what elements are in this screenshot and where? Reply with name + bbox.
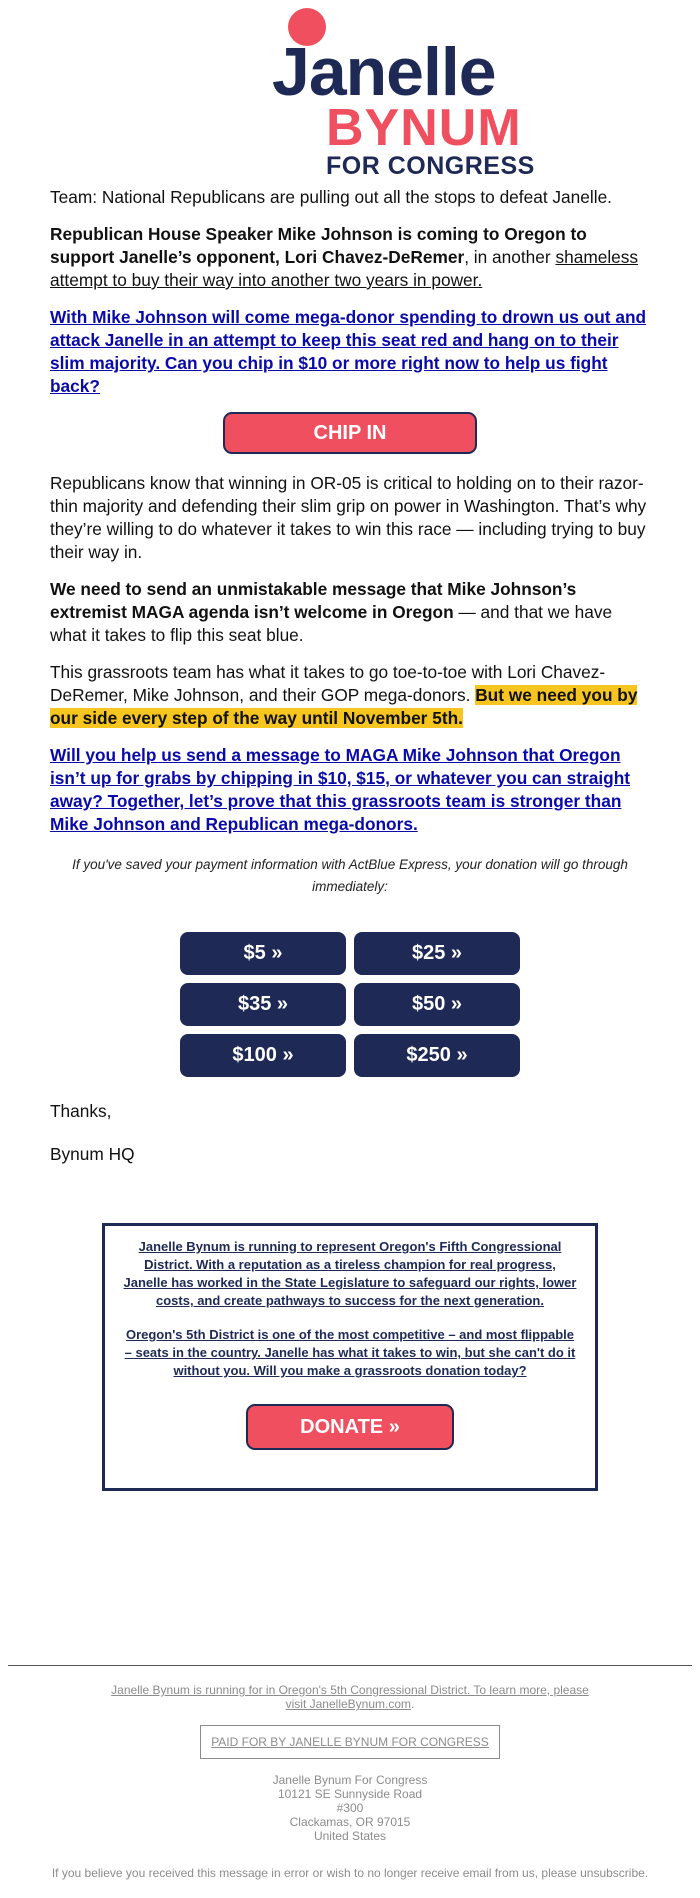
donate-250-button[interactable]: $250 » — [354, 1034, 520, 1077]
donate-25-button[interactable]: $25 » — [354, 932, 520, 975]
donate-button[interactable]: DONATE » — [246, 1404, 454, 1450]
speaker-connector: , in another — [464, 247, 556, 267]
about-paragraph-1[interactable]: Janelle Bynum is running to represent Oregon's Fifth Congressional District. With a reputation as a tireless champion for real progress, Janelle has worked in the State Legislature to safeguard our rights, lower costs, and create pathways to success for the next generation. — [123, 1239, 577, 1308]
chip-in-button[interactable]: CHIP IN — [223, 412, 477, 454]
paid-for-disclaimer — [200, 1725, 500, 1759]
speaker-paragraph — [50, 223, 650, 292]
address-line: Clackamas, OR 97015 — [289, 1815, 411, 1829]
about-box — [102, 1223, 598, 1491]
message-rest-text: — and that we have what it takes to flip this seat blue. — [50, 602, 613, 645]
donate-100-button[interactable]: $100 » — [180, 1034, 346, 1077]
speaker-underlined-text: shameless attempt to buy their way into another two years in power. — [50, 247, 639, 290]
paid-for-link[interactable]: PAID FOR BY JANELLE BYNUM FOR CONGRESS — [211, 1735, 489, 1749]
about-paragraph-2[interactable]: Oregon's 5th District is one of the most competitive – and most flippable – seats in the country. Janelle has what it takes to win, but she can't do it without you. Will you make a grassroots donation today? — [124, 1327, 576, 1378]
donate-50-button[interactable]: $50 » — [354, 983, 520, 1026]
footer-divider — [8, 1665, 692, 1666]
highlighted-text: But we need you by our side every step of the way until November 5th. — [50, 685, 638, 728]
message-bold-text: We need to send an unmistakable message that Mike Johnson’s extremist MAGA agenda isn’t welcome in Oregon — [50, 579, 577, 622]
footer-learn-text[interactable]: Janelle Bynum is running for in Oregon's 5th Congressional District. To learn more, please visit — [111, 1683, 589, 1711]
unsubscribe-note[interactable]: If you believe you received this message in error or wish to no longer receive email from us, please unsubscribe. — [51, 1866, 649, 1880]
grassroots-text: This grassroots team has what it takes to go toe-to-toe with Lori Chavez-DeRemer, Mike Johnson, and their GOP mega-donors. — [50, 662, 606, 705]
mailing-address — [0, 1773, 700, 1843]
ask-link-1[interactable]: With Mike Johnson will come mega-donor spending to drown us out and attack Janelle in an attempt to keep this seat red and hang on to their slim majority. Can you chip in $10 or more right now to help us fight back? — [50, 307, 647, 396]
ask-paragraph-1 — [50, 306, 650, 398]
signature-text: Bynum HQ — [50, 1144, 135, 1164]
address-line: #300 — [336, 1801, 364, 1815]
logo-line-2: BYNUM — [326, 99, 522, 157]
logo-line-1: Janelle — [272, 34, 496, 110]
message-paragraph — [50, 578, 650, 647]
footer-website-link[interactable]: JanelleBynum.com — [309, 1697, 412, 1711]
donate-35-button[interactable]: $35 » — [180, 983, 346, 1026]
donation-amounts — [180, 932, 520, 1077]
address-line: 10121 SE Sunnyside Road — [277, 1787, 423, 1801]
actblue-express-note: If you've saved your payment information with ActBlue Express, your donation will go through immediately: — [72, 857, 628, 894]
donate-5-button[interactable]: $5 » — [180, 932, 346, 975]
ask-link-2[interactable]: Will you help us send a message to MAGA Mike Johnson that Oregon isn’t up for grabs by chipping in $10, $15, or whatever you can straight away? Together, let’s prove that this grassroots team is stronger than Mike Johnson and Republican mega-donors. — [50, 745, 631, 834]
logo-line-3: FOR CONGRESS — [326, 152, 535, 180]
footer-period: . — [411, 1697, 415, 1711]
address-line: United States — [313, 1829, 387, 1843]
campaign-logo — [50, 8, 650, 186]
speaker-bold-text: Republican House Speaker Mike Johnson is coming to Oregon to support Janelle’s opponent, Lori Chavez-DeRemer — [50, 224, 587, 267]
email-body — [50, 8, 650, 1491]
grassroots-paragraph — [50, 661, 650, 730]
footer-learn-more — [100, 1683, 600, 1711]
ask-paragraph-2 — [50, 744, 650, 836]
thanks-text: Thanks, — [50, 1101, 112, 1121]
footer — [0, 1683, 700, 1880]
intro-paragraph: Team: National Republicans are pulling out all the stops to defeat Janelle. — [50, 187, 612, 207]
or05-paragraph: Republicans know that winning in OR-05 is critical to holding on to their razor-thin majority and defending their slim grip on power in Washington. That’s why they’re willing to do whatever it takes to win this race — including trying to buy their way in. — [50, 473, 647, 562]
address-line: Janelle Bynum For Congress — [272, 1773, 428, 1787]
